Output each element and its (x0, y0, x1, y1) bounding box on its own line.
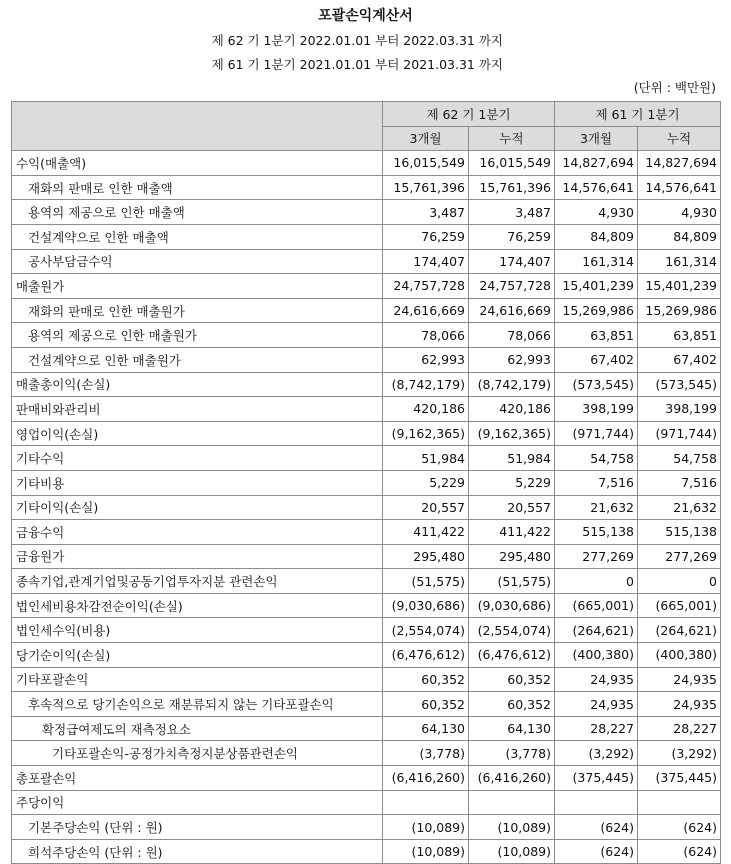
row-value: 3,487 (383, 200, 469, 225)
row-value: (400,380) (638, 643, 721, 668)
row-value: (264,621) (638, 618, 721, 643)
row-value: 174,407 (383, 249, 469, 274)
row-label: 법인세비용차감전순이익(손실) (12, 593, 383, 618)
table-row (12, 667, 721, 692)
row-value: 60,352 (469, 692, 555, 717)
table-row (12, 618, 721, 643)
table-row (12, 741, 721, 766)
row-value: 24,757,728 (383, 274, 469, 299)
table-row (12, 323, 721, 348)
row-value: (10,089) (469, 815, 555, 840)
row-value: 84,809 (638, 224, 721, 249)
row-value: (665,001) (638, 593, 721, 618)
row-value: 0 (555, 569, 638, 594)
row-value: (3,292) (555, 741, 638, 766)
row-value: (624) (555, 839, 638, 864)
row-value: 411,422 (383, 520, 469, 545)
row-value: 515,138 (555, 520, 638, 545)
row-label: 수익(매출액) (12, 151, 383, 176)
row-value: (8,742,179) (383, 372, 469, 397)
header-account-cell (12, 102, 383, 151)
row-label: 재화의 판매로 인한 매출원가 (12, 298, 383, 323)
row-value: 60,352 (383, 667, 469, 692)
row-value: 0 (638, 569, 721, 594)
row-value: 67,402 (555, 347, 638, 372)
income-statement-table (11, 101, 721, 864)
row-label: 기타수익 (12, 446, 383, 471)
row-value: 15,761,396 (383, 175, 469, 200)
row-value: 24,935 (638, 667, 721, 692)
row-value: 398,199 (555, 397, 638, 422)
row-value: 84,809 (555, 224, 638, 249)
table-row (12, 274, 721, 299)
row-label: 공사부담금수익 (12, 249, 383, 274)
row-value: 3,487 (469, 200, 555, 225)
row-value: (10,089) (383, 839, 469, 864)
row-value: 15,401,239 (555, 274, 638, 299)
row-value: (375,445) (555, 766, 638, 791)
row-value: 277,269 (555, 544, 638, 569)
unit-label: (단위 : 백만원) (633, 80, 716, 95)
row-label: 용역의 제공으로 인한 매출원가 (12, 323, 383, 348)
row-value: 14,576,641 (555, 175, 638, 200)
row-value: 4,930 (555, 200, 638, 225)
table-row (12, 347, 721, 372)
row-value: 7,516 (555, 470, 638, 495)
row-value: 63,851 (555, 323, 638, 348)
table-row (12, 151, 721, 176)
header-prior-period: 제 61 기 1분기 (555, 102, 721, 127)
row-value: 14,576,641 (638, 175, 721, 200)
row-value: (9,162,365) (469, 421, 555, 446)
row-value: 78,066 (469, 323, 555, 348)
row-value: (573,545) (638, 372, 721, 397)
row-value: 14,827,694 (555, 151, 638, 176)
header-prior-cum: 누적 (638, 126, 721, 151)
table-row (12, 692, 721, 717)
table-row (12, 790, 721, 815)
header-current-period: 제 62 기 1분기 (383, 102, 555, 127)
row-value: 51,984 (383, 446, 469, 471)
table-row (12, 766, 721, 791)
table-row (12, 643, 721, 668)
row-value: 62,993 (383, 347, 469, 372)
row-value: 16,015,549 (469, 151, 555, 176)
row-value: (9,162,365) (383, 421, 469, 446)
row-value: (51,575) (383, 569, 469, 594)
row-value: 21,632 (555, 495, 638, 520)
row-value: 174,407 (469, 249, 555, 274)
row-value: (6,416,260) (383, 766, 469, 791)
row-value: 24,935 (555, 667, 638, 692)
period-prior: 제 61 기 1분기 2021.01.01 부터 2021.03.31 까지 (211, 57, 503, 72)
header-prior-3m: 3개월 (555, 126, 638, 151)
row-value: 21,632 (638, 495, 721, 520)
row-value: 15,269,986 (555, 298, 638, 323)
row-label: 판매비와관리비 (12, 397, 383, 422)
row-value: 78,066 (383, 323, 469, 348)
row-value: (264,621) (555, 618, 638, 643)
row-value: (665,001) (555, 593, 638, 618)
row-value: 64,130 (383, 716, 469, 741)
row-value: 54,758 (638, 446, 721, 471)
row-label: 건설계약으로 인한 매출원가 (12, 347, 383, 372)
row-value: 295,480 (383, 544, 469, 569)
row-value: (6,476,612) (469, 643, 555, 668)
table-row (12, 716, 721, 741)
row-label: 법인세수익(비용) (12, 618, 383, 643)
row-value: 20,557 (469, 495, 555, 520)
row-label: 희석주당손익 (단위 : 원) (12, 839, 383, 864)
row-value: (971,744) (638, 421, 721, 446)
row-value: 5,229 (383, 470, 469, 495)
table-row (12, 421, 721, 446)
row-value (638, 790, 721, 815)
table-row (12, 224, 721, 249)
row-label: 금융원가 (12, 544, 383, 569)
row-label: 금융수익 (12, 520, 383, 545)
table-row (12, 446, 721, 471)
row-value: 15,269,986 (638, 298, 721, 323)
row-value: 161,314 (555, 249, 638, 274)
row-value: (2,554,074) (383, 618, 469, 643)
row-label: 확정급여제도의 재측정요소 (12, 716, 383, 741)
row-value: (9,030,686) (383, 593, 469, 618)
row-value: (573,545) (555, 372, 638, 397)
row-value: (375,445) (638, 766, 721, 791)
row-value: 295,480 (469, 544, 555, 569)
row-value: (10,089) (383, 815, 469, 840)
row-value: 15,401,239 (638, 274, 721, 299)
table-row (12, 569, 721, 594)
table-row (12, 544, 721, 569)
header-current-cum: 누적 (469, 126, 555, 151)
row-value: 24,616,669 (383, 298, 469, 323)
row-value: 420,186 (469, 397, 555, 422)
row-label: 기본주당손익 (단위 : 원) (12, 815, 383, 840)
row-label: 후속적으로 당기손익으로 재분류되지 않는 기타포괄손익 (12, 692, 383, 717)
row-value: (3,778) (383, 741, 469, 766)
row-label: 영업이익(손실) (12, 421, 383, 446)
row-value: 76,259 (469, 224, 555, 249)
table-row (12, 520, 721, 545)
row-value: 411,422 (469, 520, 555, 545)
row-value: (624) (638, 839, 721, 864)
row-label: 매출총이익(손실) (12, 372, 383, 397)
table-row (12, 175, 721, 200)
row-value: (6,416,260) (469, 766, 555, 791)
statement-body (12, 151, 721, 864)
row-value: (624) (555, 815, 638, 840)
row-value: (6,476,612) (383, 643, 469, 668)
row-value: 420,186 (383, 397, 469, 422)
row-value: 20,557 (383, 495, 469, 520)
row-value: (10,089) (469, 839, 555, 864)
row-value: 76,259 (383, 224, 469, 249)
row-value: 515,138 (638, 520, 721, 545)
row-value: 24,616,669 (469, 298, 555, 323)
table-row (12, 593, 721, 618)
row-value: 16,015,549 (383, 151, 469, 176)
row-label: 기타비용 (12, 470, 383, 495)
row-value: (971,744) (555, 421, 638, 446)
row-value: 24,757,728 (469, 274, 555, 299)
row-value: (8,742,179) (469, 372, 555, 397)
header-current-3m: 3개월 (383, 126, 469, 151)
row-label: 종속기업,관계기업및공동기업투자지분 관련손익 (12, 569, 383, 594)
row-value: 15,761,396 (469, 175, 555, 200)
row-value: 398,199 (638, 397, 721, 422)
row-value: 4,930 (638, 200, 721, 225)
row-value: 28,227 (638, 716, 721, 741)
row-label: 기타포괄손익 (12, 667, 383, 692)
row-value: 161,314 (638, 249, 721, 274)
row-value: (51,575) (469, 569, 555, 594)
row-label: 매출원가 (12, 274, 383, 299)
row-value: 28,227 (555, 716, 638, 741)
row-value: 277,269 (638, 544, 721, 569)
row-value: (624) (638, 815, 721, 840)
row-value: 54,758 (555, 446, 638, 471)
row-value: 14,827,694 (638, 151, 721, 176)
row-value: 62,993 (469, 347, 555, 372)
row-value (555, 790, 638, 815)
row-value: 24,935 (638, 692, 721, 717)
row-value: 5,229 (469, 470, 555, 495)
row-value: 64,130 (469, 716, 555, 741)
table-row (12, 815, 721, 840)
row-label: 당기순이익(손실) (12, 643, 383, 668)
row-value: 60,352 (469, 667, 555, 692)
row-label: 용역의 제공으로 인한 매출액 (12, 200, 383, 225)
row-value: 51,984 (469, 446, 555, 471)
statement-title: 포괄손익계산서 (318, 8, 413, 24)
row-value: (400,380) (555, 643, 638, 668)
row-value: 60,352 (383, 692, 469, 717)
row-label: 건설계약으로 인한 매출액 (12, 224, 383, 249)
table-row (12, 372, 721, 397)
row-label: 주당이익 (12, 790, 383, 815)
table-row (12, 298, 721, 323)
row-value: 7,516 (638, 470, 721, 495)
row-value: 63,851 (638, 323, 721, 348)
row-value (383, 790, 469, 815)
row-value: 67,402 (638, 347, 721, 372)
table-row (12, 397, 721, 422)
row-label: 재화의 판매로 인한 매출액 (12, 175, 383, 200)
row-value (469, 790, 555, 815)
table-row (12, 200, 721, 225)
table-row (12, 495, 721, 520)
row-label: 총포괄손익 (12, 766, 383, 791)
period-current: 제 62 기 1분기 2022.01.01 부터 2022.03.31 까지 (211, 33, 503, 48)
row-label: 기타포괄손익-공정가치측정지분상품관련손익 (12, 741, 383, 766)
row-value: (3,292) (638, 741, 721, 766)
table-row (12, 470, 721, 495)
row-value: (2,554,074) (469, 618, 555, 643)
row-value: 24,935 (555, 692, 638, 717)
row-value: (3,778) (469, 741, 555, 766)
table-row (12, 249, 721, 274)
row-label: 기타이익(손실) (12, 495, 383, 520)
row-value: (9,030,686) (469, 593, 555, 618)
